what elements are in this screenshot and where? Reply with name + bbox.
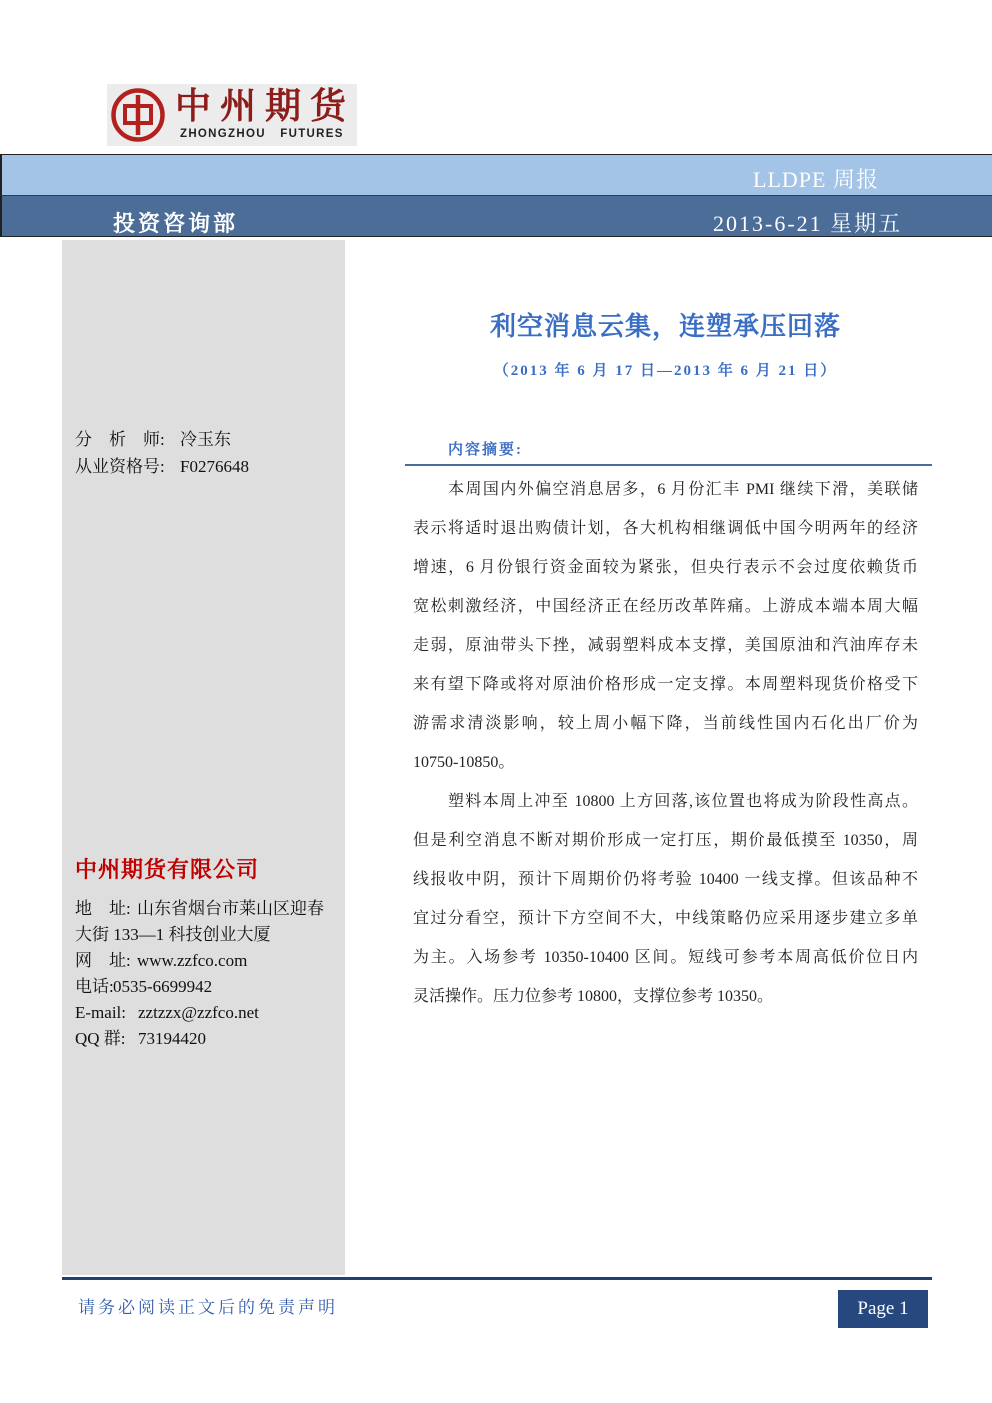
text-line: 塑料本周上冲至 10800 上方回落,该位置也将成为阶段性高点。 xyxy=(448,793,918,810)
company-name: 中州期货有限公司 xyxy=(75,857,260,882)
text-line: 宜过分看空，预计下方空间不大，中线策略仍应采用逐步建立多单 xyxy=(413,910,918,927)
company-logo xyxy=(107,84,357,146)
summary-body xyxy=(413,470,918,1016)
contact-info xyxy=(75,896,340,1052)
summary-paragraph-1 xyxy=(413,470,918,782)
text-line: 走弱，原油带头下挫，减弱塑料成本支撑，美国原油和汽油库存未 xyxy=(413,637,918,654)
text-line: 线报收中阴，预计下周期价仍将考验 10400 一线支撑。但该品种不 xyxy=(413,871,918,888)
disclaimer-note: 请务必阅读正文后的免责声明 xyxy=(78,1298,338,1317)
analyst-label: 分 析 师: xyxy=(75,430,165,449)
report-title: 利空消息云集，连塑承压回落 xyxy=(489,312,841,341)
address-value: 山东省烟台市莱山区迎春 xyxy=(137,899,324,918)
summary-paragraph-2 xyxy=(413,782,918,1016)
email-value: zztzzx@zzfco.net xyxy=(138,1003,259,1022)
summary-heading: 内容摘要: xyxy=(448,442,523,458)
qq-value: 73194420 xyxy=(138,1029,206,1048)
logo-name-en: ZHONGZHOU FUTURES xyxy=(180,128,344,140)
department: 投资咨询部 xyxy=(113,211,239,236)
website-label: 网 址: xyxy=(75,951,131,970)
website-line xyxy=(75,948,340,974)
qq-line xyxy=(75,1026,340,1052)
zhongzhou-emblem-icon xyxy=(110,87,166,143)
text-line: 本周国内外偏空消息居多，6 月份汇丰 PMI 继续下滑，美联储 xyxy=(448,481,918,498)
page-number-badge: Page 1 xyxy=(838,1290,928,1328)
license-number: F0276648 xyxy=(180,457,249,476)
text-line: 增速，6 月份银行资金面较为紧张，但央行表示不会过度依赖货币 xyxy=(413,559,918,576)
text-line: 为主。入场参考 10350-10400 区间。短线可参考本周高低价位日内 xyxy=(413,949,918,966)
text-line: 游需求清淡影响，较上周小幅下降，当前线性国内石化出厂价为 xyxy=(413,715,918,732)
report-date: 2013-6-21 星期五 xyxy=(713,211,903,236)
address-label: 地 址: xyxy=(75,899,131,918)
email-line xyxy=(75,1000,340,1026)
logo-name-cn: 中州期货 xyxy=(175,86,356,126)
report-type: LLDPE 周报 xyxy=(753,167,879,192)
address-continuation: 大街 133—1 科技创业大厦 xyxy=(75,925,271,944)
website-value: www.zzfco.com xyxy=(137,951,248,970)
email-label: E-mail: xyxy=(75,1003,126,1022)
text-line: 但是利空消息不断对期价形成一定打压，期价最低摸至 10350，周 xyxy=(413,832,918,849)
report-period: （2013 年 6 月 17 日—2013 年 6 月 21 日） xyxy=(493,363,838,379)
text-line: 来有望下降或将对原油价格形成一定支撑。本周塑料现货价格受下 xyxy=(413,676,918,693)
qq-label: QQ 群: xyxy=(75,1029,126,1048)
text-line: 10750-10850。 xyxy=(413,754,515,771)
text-line: 表示将适时退出购债计划，各大机构相继调低中国今明两年的经济 xyxy=(413,520,918,537)
summary-divider xyxy=(405,464,932,466)
address-line xyxy=(75,896,340,922)
sidebar-panel xyxy=(62,240,345,1275)
footer-divider xyxy=(62,1277,932,1280)
phone-line xyxy=(75,974,340,1000)
analyst-line xyxy=(75,429,231,451)
license-line xyxy=(75,456,249,478)
analyst-name: 冷玉东 xyxy=(180,430,231,449)
phone-label: 电话: xyxy=(75,977,114,996)
license-label: 从业资格号: xyxy=(75,457,165,476)
text-line: 灵活操作。压力位参考 10800，支撑位参考 10350。 xyxy=(413,988,774,1005)
text-line: 宽松刺激经济，中国经济正在经历改革阵痛。上游成本端本周大幅 xyxy=(413,598,918,615)
phone-value: 0535-6699942 xyxy=(113,977,213,996)
